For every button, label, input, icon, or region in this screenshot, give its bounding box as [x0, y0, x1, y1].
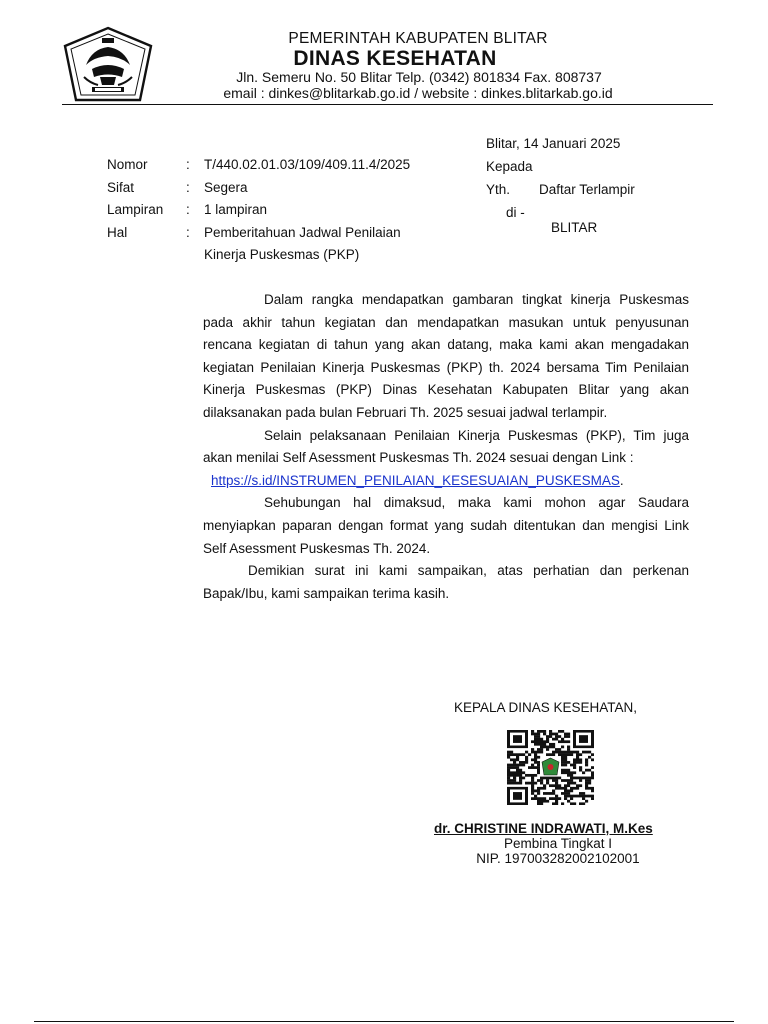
signatory-nip: NIP. 197003282002102001	[476, 851, 640, 866]
letter-date: Blitar, 14 Januari 2025	[486, 136, 621, 151]
letterhead-contact: email : dinkes@blitarkab.go.id / website : dinkes.blitarkab.go.id	[223, 85, 613, 101]
meta-nomor-value: T/440.02.01.03/109/409.11.4/2025	[204, 157, 411, 172]
meta-nomor-label: Nomor	[107, 157, 148, 172]
meta-lampiran-label: Lampiran	[107, 202, 164, 217]
letter-body	[203, 289, 689, 605]
recipient-kepada: Kepada	[486, 159, 533, 174]
letterhead-address: Jln. Semeru No. 50 Blitar Telp. (0342) 801834 Fax. 808737	[236, 69, 602, 85]
meta-hal-label: Hal	[107, 225, 128, 240]
body-paragraph-4: Demikian surat ini kami sampaikan, atas perhatian dan perkenan Bapak/Ibu, kami sampaikan terima kasih.	[203, 563, 689, 601]
body-paragraph-1: Dalam rangka mendapatkan gambaran tingkat kinerja Puskesmas pada akhir tahun kegiatan dan mendapatkan masukan untuk penyusunan rencana kegiatan di tahun yang akan datang, maka kami akan mengadakan kegiatan Penilaian Kinerja Puskesmas (PKP) th. 2024 bersama Tim Penilaian Kinerja Puskesmas (PKP) Dinas Kesehatan Kabupaten Blitar yang akan dilaksanakan pada bulan Februari Th. 2025 sesuai jadwal terlampir.	[203, 292, 689, 420]
meta-colon: :	[186, 225, 190, 240]
recipient-di: di -	[506, 205, 525, 220]
signatory-rank: Pembina Tingkat I	[503, 836, 613, 851]
meta-colon: :	[186, 157, 190, 172]
qr-code-icon	[507, 730, 594, 805]
meta-sifat-label: Sifat	[107, 180, 135, 195]
signature-title: KEPALA DINAS KESEHATAN,	[454, 700, 638, 715]
letterhead-divider	[62, 104, 713, 105]
recipient-addressee: Daftar Terlampir	[539, 182, 635, 197]
body-paragraph-3: Sehubungan hal dimaksud, maka kami mohon agar Saudara menyiapkan paparan dengan format yang sudah ditentukan dan mengisi Link Self Asessment Puskesmas Th. 2024.	[203, 495, 689, 556]
meta-colon: :	[186, 180, 190, 195]
letterhead-agency: DINAS KESEHATAN	[293, 47, 497, 70]
instrument-link[interactable]: https://s.id/INSTRUMEN_PENILAIAN_KESESUAIAN_PUSKESMAS	[211, 472, 620, 488]
meta-lampiran-value: 1 lampiran	[204, 202, 268, 217]
signatory-name: dr. CHRISTINE INDRAWATI, M.Kes	[434, 821, 653, 836]
page-bottom-rule	[34, 1021, 734, 1022]
body-paragraph-2: Selain pelaksanaan Penilaian Kinerja Puskesmas (PKP), Tim juga akan menilai Self Asessment Puskesmas Th. 2024 sesuai dengan Link :	[203, 427, 689, 466]
meta-hal-value-1: Pemberitahuan Jadwal Penilaian	[204, 225, 401, 240]
letterhead-government: PEMERINTAH KABUPATEN BLITAR	[288, 30, 548, 47]
link-suffix: .	[619, 472, 624, 488]
body-link-line	[203, 470, 689, 493]
meta-sifat-value: Segera	[204, 180, 248, 195]
meta-colon: :	[186, 202, 190, 217]
meta-hal-value-2: Kinerja Puskesmas (PKP)	[204, 247, 360, 262]
recipient-city: BLITAR	[551, 220, 598, 235]
recipient-yth: Yth.	[486, 182, 511, 197]
